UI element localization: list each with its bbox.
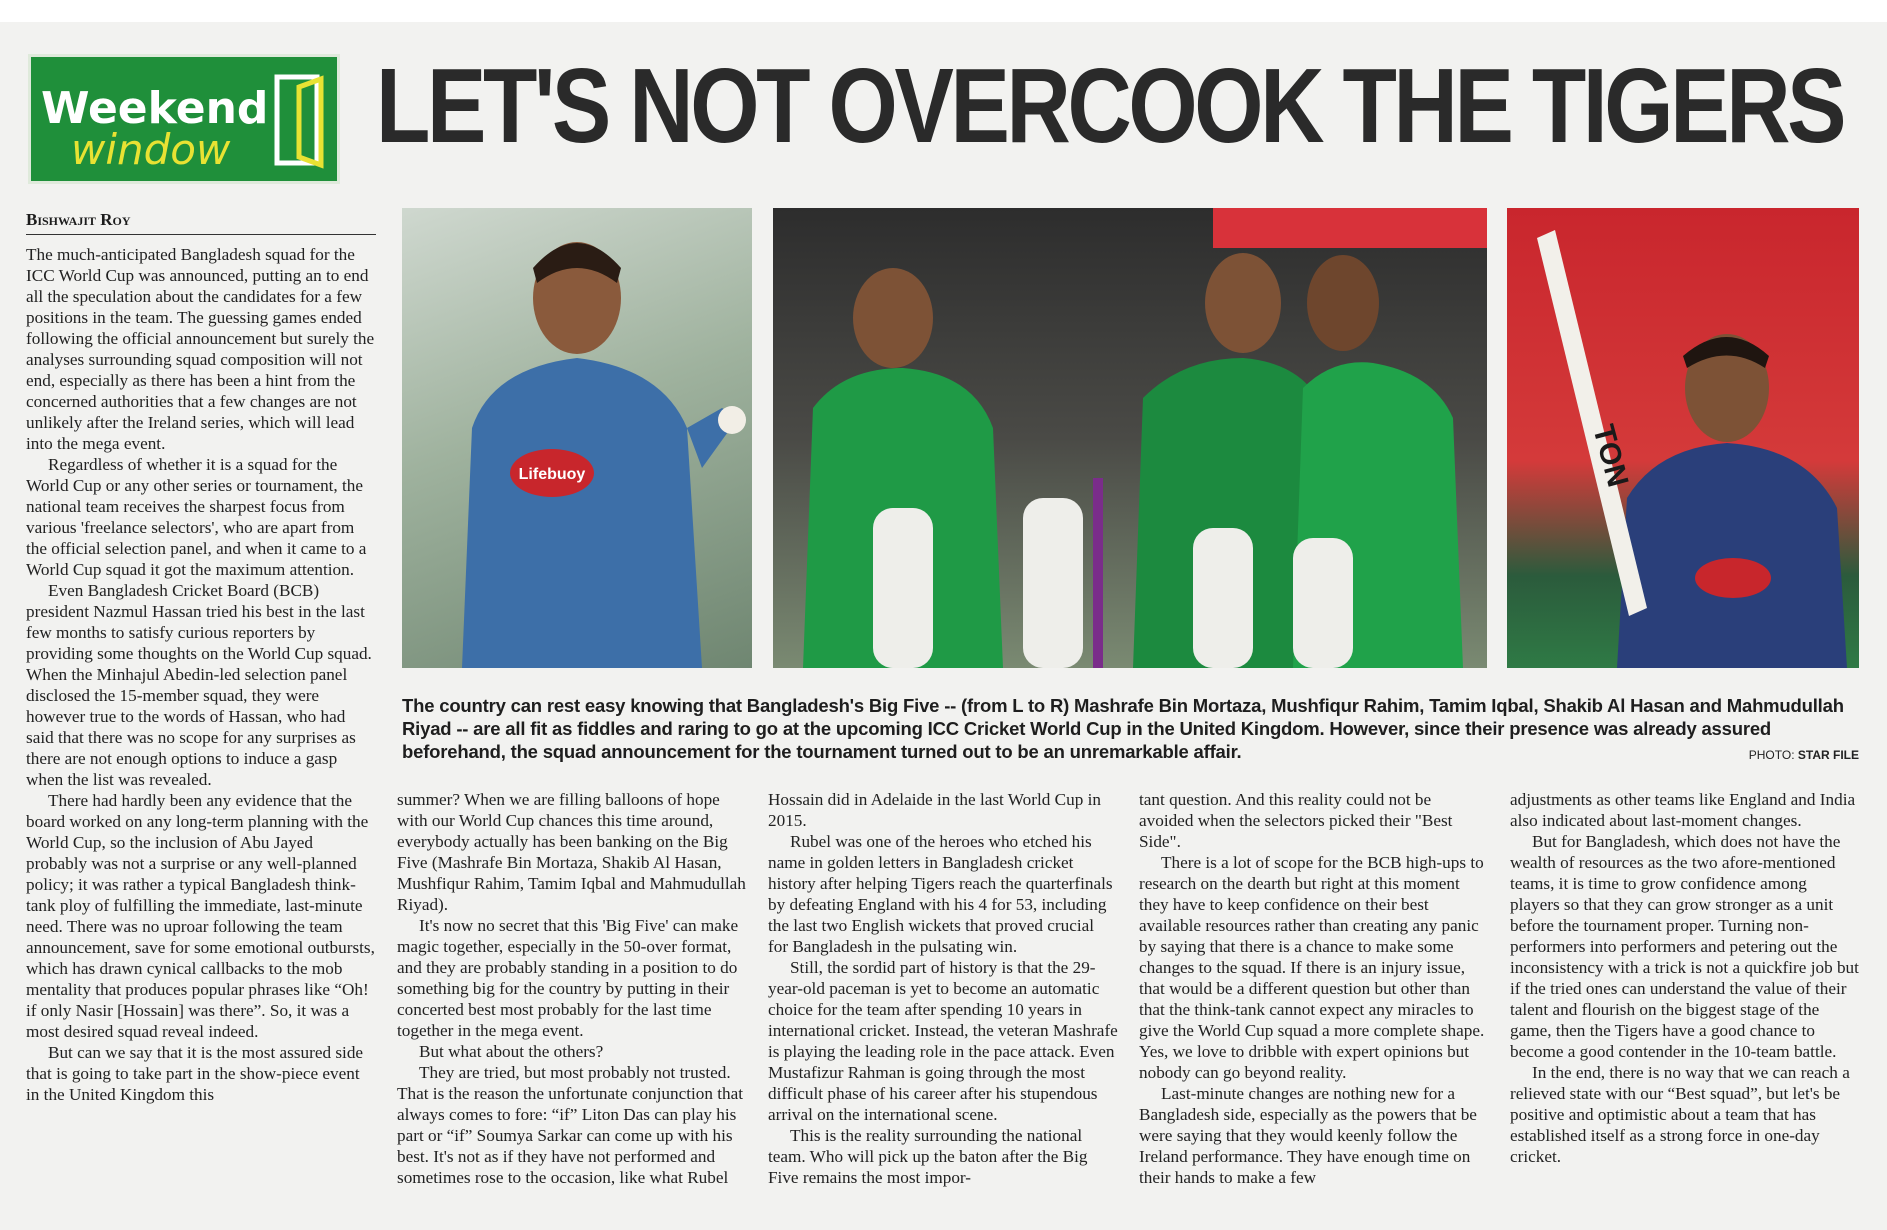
paragraph: There had hardly been any evidence that the board worked on any long-term planning with the World Cup, so the inclusion of Abu Jayed probably was not a surprise or any well-planned policy; it was rather a typical Bangladesh think-tank ploy of fulfilling the immediate, last-minute need. There was no uproar following the team announcement, save for some emotional outbursts, which has drawn cynical callbacks to the mob mentality that produces popular phrases like “Oh! if only Nasir [Hossain] was there”. So, it was a most desired squad reveal indeed. (26, 791, 375, 1041)
weekend-window-logo (28, 54, 340, 184)
player-figure-3 (1507, 208, 1859, 668)
photo-credit (1749, 748, 1859, 762)
group-figures (773, 208, 1487, 668)
paragraph: They are tried, but most probably not trusted. That is the reason the unfortunate conjunction that always comes to fore: “if” Liton Das can play his part or “if” Soumya Sarkar can come up with his best. It's not as if they have not performed and sometimes rose to the occasion, like what Rubel (397, 1063, 744, 1187)
paragraph: It's now no secret that this 'Big Five' can make magic together, especially in the 50-over format, and they are probably standing in a position to do something big for the country by putting in their concerted best most probably for the last time together in the mega event. (397, 916, 739, 1040)
article-column-4 (1139, 789, 1489, 1230)
paragraph: Hossain did in Adelaide in the last World Cup in 2015. (768, 790, 1101, 830)
newspaper-page (0, 22, 1887, 1230)
paragraph: tant question. And this reality could not be avoided when the selectors picked their "Best Side". (1139, 790, 1453, 851)
logo-word-weekend: Weekend (41, 83, 269, 134)
paragraph: Regardless of whether it is a squad for the World Cup or any other series or tournament, the national team receives the sharpest focus from various 'freelance selectors', who are apart from the official selection panel, and when it came to a World Cup squad it got the maximum attention. (26, 455, 367, 579)
photo-mashrafe (402, 208, 752, 668)
shirt-logo-text: Lifebuoy (518, 466, 586, 483)
paragraph: This is the reality surrounding the national team. Who will pick up the baton after the Big Five remains the most impor- (768, 1126, 1088, 1187)
paragraph: summer? When we are filling balloons of hope with our World Cup chances this time around, everybody actually has been banking on the Big Five (Mashrafe Bin Mortaza, Shakib Al Hasan, Mushfiqur Rahim, Tamim Iqbal and Mahmudullah Riyad). (397, 790, 746, 914)
bat-logo-text: TON (1586, 421, 1635, 491)
photo-caption: The country can rest easy knowing that Bangladesh's Big Five -- (from L to R) Mashrafe Bin Mortaza, Mushfiqur Rahim, Tamim Iqbal, Shakib Al Hasan and Mahmudullah Riyad -- are all fit as fiddles and raring to go at the upcoming ICC Cricket World Cup in the United Kingdom. However, since their presence was already assured beforehand, the squad announcement for the tournament turned out to be an unremarkable affair. (402, 695, 1844, 762)
window-frame-icon (273, 73, 325, 169)
article-column-5 (1510, 789, 1860, 1230)
player-figure-1 (402, 208, 752, 668)
paragraph: But for Bangladesh, which does not have the wealth of resources as the two afore-mentioned teams, it is time to grow confidence among players so that they can grow stronger as a unit before the tournament proper. Turning non-performers into performers and petering out the inconsistency with a trick is not a quickfire job but if the tried ones can understand the value of their talent and flourish on the biggest stage of the game, then the Tigers have a good chance to become a good contender in the 10-team battle. (1510, 832, 1859, 1061)
paragraph: But what about the others? (419, 1042, 604, 1061)
logo-word-window: window (71, 125, 231, 174)
paragraph: But can we say that it is the most assured side that is going to take part in the show-piece event in the United Kingdom this (26, 1043, 364, 1104)
photo-mahmudullah (1507, 208, 1859, 668)
article-column-2 (397, 789, 747, 1230)
paragraph: In the end, there is no way that we can reach a relieved state with our “Best squad”, but let's be positive and optimistic about a team that has established itself as a strong force in one-day cricket. (1510, 1063, 1850, 1166)
photo-credit-source: STAR FILE (1797, 748, 1859, 762)
paragraph: Even Bangladesh Cricket Board (BCB) president Nazmul Hassan tried his best in the last few months to satisfy curious reporters by providing some thoughts on the World Cup squad. When the Minhajul Abedin-led selection panel disclosed the 15-member squad, they were however true to the words of Hassan, who had said that there was no scope for any surprises as there are not enough options to induce a gasp when the list was revealed. (26, 581, 372, 789)
paragraph: Rubel was one of the heroes who etched his name in golden letters in Bangladesh cricket history after helping Tigers reach the quarterfinals by defeating England with his 4 for 53, including the last two English wickets that proved crucial for Bangladesh in the pulsating win. (768, 832, 1113, 956)
paragraph: Last-minute changes are nothing new for a Bangladesh side, especially as the powers that be were saying that they would keenly follow the Ireland performance. They have enough time on their hands to make a few (1139, 1084, 1477, 1187)
article-column-1 (26, 244, 376, 1230)
paragraph: Still, the sordid part of history is that the 29-year-old paceman is yet to become an automatic choice for the team after spending 10 years in international cricket. Instead, the veteran Mashrafe is playing the leading role in the pace attack. Even Mustafizur Rahman is going through the most difficult phase of his career after his stupendous arrival on the international scene. (768, 958, 1118, 1124)
photo-credit-label: PHOTO: (1748, 748, 1795, 762)
photo-group-players (773, 208, 1487, 668)
paragraph: There is a lot of scope for the BCB high-ups to research on the dearth but right at this moment they have to keep confidence on their best available resources rather than creating any panic by saying that there is a chance to make some changes to the squad. If there is an injury issue, that would be a different question but other than that the think-tank cannot expect any miracles to give the World Cup squad a more complete shape. Yes, we love to dribble with expert opinions but nobody can go beyond reality. (1139, 853, 1485, 1082)
article-column-3 (768, 789, 1118, 1230)
paragraph: adjustments as other teams like England and India also indicated about last-moment changes. (1510, 790, 1856, 830)
headline: LET'S NOT OVERCOOK THE TIGERS (376, 47, 1844, 165)
byline: Bishwajit Roy (26, 210, 376, 235)
paragraph: The much-anticipated Bangladesh squad for the ICC World Cup was announced, putting an to end all the speculation about the candidates for a few positions in the team. The guessing games ended following the official announcement but surely the analyses surrounding squad composition will not end, especially as there has been a hint from the concerned authorities that a few changes are not unlikely after the Ireland series, which will lead into the mega event. (26, 245, 375, 453)
